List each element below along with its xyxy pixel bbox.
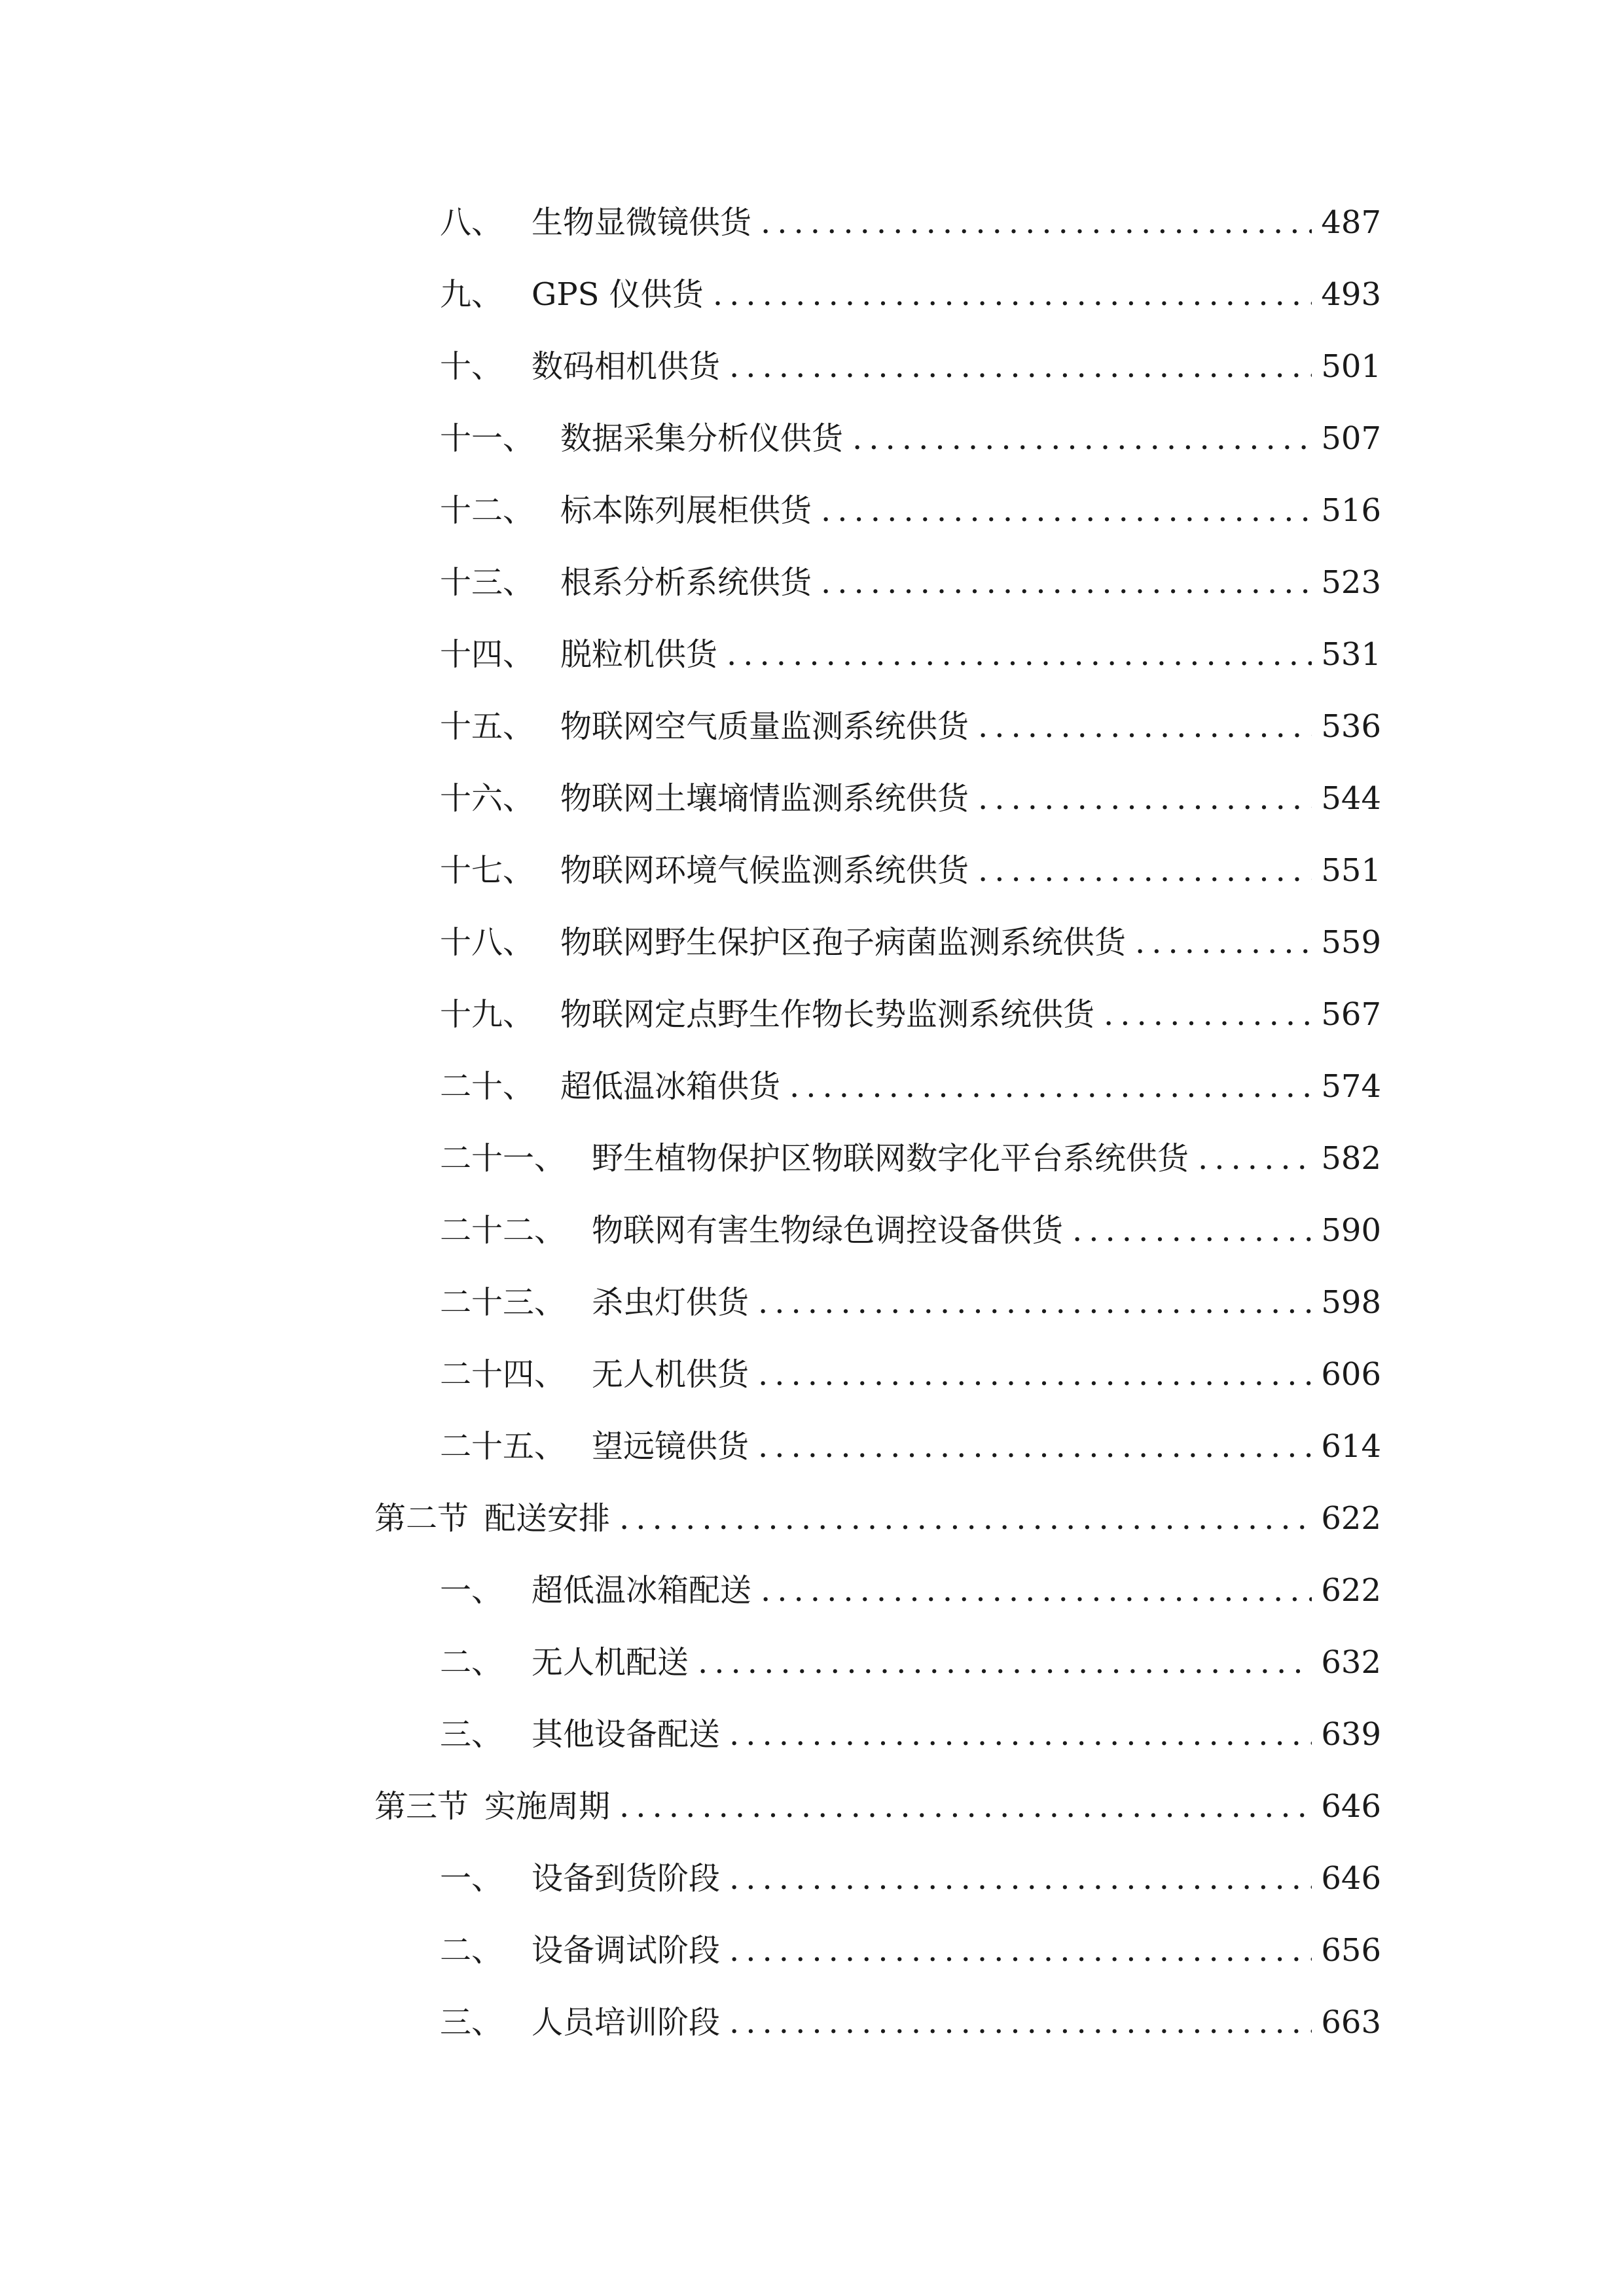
toc-entry[interactable] bbox=[440, 1420, 1381, 1473]
toc-dot-leader bbox=[821, 484, 1312, 537]
toc-entry[interactable] bbox=[440, 1204, 1381, 1257]
toc-entry-number: 十八、 bbox=[440, 924, 535, 961]
toc-dot-leader bbox=[729, 1708, 1312, 1761]
toc-entry-page: 632 bbox=[1321, 1644, 1381, 1681]
toc-entry-number: 二十一、 bbox=[440, 1140, 566, 1177]
toc-entry-title: 数码相机供货 bbox=[532, 348, 721, 385]
toc-entry[interactable] bbox=[440, 1996, 1381, 2049]
toc-entry[interactable] bbox=[440, 556, 1381, 609]
toc-entry-number: 九、 bbox=[440, 276, 503, 313]
toc-entry[interactable] bbox=[440, 772, 1381, 825]
toc-entry-page: 574 bbox=[1321, 1068, 1381, 1105]
toc-entry-number: 二十三、 bbox=[440, 1284, 566, 1321]
toc-entry-number: 二十五、 bbox=[440, 1428, 566, 1465]
toc-entry-number: 二、 bbox=[440, 1932, 503, 1969]
toc-entry[interactable] bbox=[440, 1564, 1381, 1617]
toc-entry-page: 582 bbox=[1321, 1140, 1381, 1177]
toc-dot-leader bbox=[978, 700, 1312, 753]
toc-entry-title: 超低温冰箱供货 bbox=[560, 1068, 781, 1105]
toc-dot-leader bbox=[761, 1564, 1312, 1617]
toc-entry-number: 二十二、 bbox=[440, 1212, 566, 1249]
toc-entry-number: 二十四、 bbox=[440, 1356, 566, 1393]
toc-entry-number: 十四、 bbox=[440, 636, 535, 673]
toc-entry[interactable] bbox=[440, 1132, 1381, 1185]
toc-entry-page: 487 bbox=[1321, 204, 1381, 241]
toc-entry-title: 生物显微镜供货 bbox=[532, 204, 752, 241]
toc-entry-title: 超低温冰箱配送 bbox=[532, 1572, 752, 1609]
toc-entry-title: 物联网定点野生作物长势监测系统供货 bbox=[560, 996, 1095, 1033]
toc-dot-leader bbox=[978, 844, 1312, 897]
toc-entry-title: 物联网空气质量监测系统供货 bbox=[560, 708, 969, 745]
toc-dot-leader bbox=[852, 412, 1312, 465]
toc-dot-leader bbox=[761, 196, 1312, 249]
toc-dot-leader bbox=[1135, 916, 1312, 969]
toc-dot-leader bbox=[758, 1276, 1312, 1329]
toc-entry-number: 十一、 bbox=[440, 420, 535, 457]
toc-entry-page: 656 bbox=[1321, 1932, 1381, 1969]
toc-section-entry[interactable] bbox=[374, 1492, 1381, 1545]
toc-entry[interactable] bbox=[440, 1852, 1381, 1905]
toc-dot-leader bbox=[713, 268, 1312, 321]
toc-entry[interactable] bbox=[440, 844, 1381, 897]
toc-entry-page: 544 bbox=[1321, 780, 1381, 817]
toc-dot-leader bbox=[619, 1780, 1312, 1833]
toc-entry-title: 数据采集分析仪供货 bbox=[560, 420, 844, 457]
toc-entry[interactable] bbox=[440, 1708, 1381, 1761]
toc-entry[interactable] bbox=[440, 1924, 1381, 1977]
toc-entry[interactable] bbox=[440, 916, 1381, 969]
toc-dot-leader bbox=[729, 1852, 1312, 1905]
toc-entry-number: 八、 bbox=[440, 204, 503, 241]
toc-entry-page: 559 bbox=[1321, 924, 1381, 961]
toc-entry[interactable] bbox=[440, 484, 1381, 537]
toc-entry[interactable] bbox=[440, 1276, 1381, 1329]
toc-dot-leader bbox=[821, 556, 1312, 609]
toc-entry[interactable] bbox=[440, 1060, 1381, 1113]
toc-entry-title: 实施周期 bbox=[484, 1788, 611, 1825]
toc-entry-title: 设备到货阶段 bbox=[532, 1860, 721, 1897]
toc-entry-page: 639 bbox=[1321, 1716, 1381, 1753]
toc-entry-page: 622 bbox=[1321, 1572, 1381, 1609]
toc-entry-number: 三、 bbox=[440, 2004, 503, 2041]
toc-entry-page: 646 bbox=[1321, 1860, 1381, 1897]
toc-entry-title: 物联网有害生物绿色调控设备供货 bbox=[592, 1212, 1064, 1249]
toc-entry-title: 物联网环境气候监测系统供货 bbox=[560, 852, 969, 889]
toc-entry[interactable] bbox=[440, 628, 1381, 681]
toc-entry-number: 十六、 bbox=[440, 780, 535, 817]
toc-entry-title: 望远镜供货 bbox=[592, 1428, 749, 1465]
toc-entry-page: 536 bbox=[1321, 708, 1381, 745]
toc-dot-leader bbox=[789, 1060, 1312, 1113]
toc-entry-title: 配送安排 bbox=[484, 1500, 611, 1537]
toc-dot-leader bbox=[698, 1636, 1312, 1689]
toc-entry-title: GPS 仪供货 bbox=[532, 276, 704, 313]
toc-entry-page: 516 bbox=[1321, 492, 1381, 529]
toc-entry-title: 其他设备配送 bbox=[532, 1716, 721, 1753]
toc-entry-number: 十三、 bbox=[440, 564, 535, 601]
toc-entry-page: 501 bbox=[1321, 348, 1381, 385]
toc-entry-page: 523 bbox=[1321, 564, 1381, 601]
toc-entry-title: 脱粒机供货 bbox=[560, 636, 718, 673]
toc-entry-number: 第三节 bbox=[374, 1788, 469, 1825]
toc-entry[interactable] bbox=[440, 700, 1381, 753]
toc-entry-number: 十九、 bbox=[440, 996, 535, 1033]
toc-entry-page: 551 bbox=[1321, 852, 1381, 889]
toc-entry-number: 十七、 bbox=[440, 852, 535, 889]
toc-entry-number: 三、 bbox=[440, 1716, 503, 1753]
toc-entry-number: 二十、 bbox=[440, 1068, 535, 1105]
toc-entry-page: 567 bbox=[1321, 996, 1381, 1033]
toc-entry-page: 590 bbox=[1321, 1212, 1381, 1249]
toc-entry-page: 614 bbox=[1321, 1428, 1381, 1465]
toc-dot-leader bbox=[729, 340, 1312, 393]
toc-dot-leader bbox=[729, 1924, 1312, 1977]
toc-dot-leader bbox=[758, 1348, 1312, 1401]
toc-entry[interactable] bbox=[440, 340, 1381, 393]
toc-entry-title: 设备调试阶段 bbox=[532, 1932, 721, 1969]
toc-dot-leader bbox=[1104, 988, 1312, 1041]
toc-entry-title: 物联网野生保护区孢子病菌监测系统供货 bbox=[560, 924, 1127, 961]
toc-entry-title: 物联网土壤墒情监测系统供货 bbox=[560, 780, 969, 817]
toc-entry-page: 663 bbox=[1321, 2004, 1381, 2041]
toc-entry-number: 一、 bbox=[440, 1860, 503, 1897]
toc-entry-page: 598 bbox=[1321, 1284, 1381, 1321]
toc-entry-page: 507 bbox=[1321, 420, 1381, 457]
toc-entry-page: 606 bbox=[1321, 1356, 1381, 1393]
toc-entry[interactable] bbox=[440, 1348, 1381, 1401]
toc-entry-page: 531 bbox=[1321, 636, 1381, 673]
toc-dot-leader bbox=[619, 1492, 1312, 1545]
toc-entry-number: 十二、 bbox=[440, 492, 535, 529]
toc-entry-number: 二、 bbox=[440, 1644, 503, 1681]
toc-section-entry[interactable] bbox=[374, 1780, 1381, 1833]
toc-dot-leader bbox=[758, 1420, 1312, 1473]
toc-dot-leader bbox=[978, 772, 1312, 825]
toc-dot-leader bbox=[1198, 1132, 1312, 1185]
toc-entry-title: 无人机供货 bbox=[592, 1356, 749, 1393]
toc-entry-title: 根系分析系统供货 bbox=[560, 564, 812, 601]
toc-entry-number: 十、 bbox=[440, 348, 503, 385]
toc-entry[interactable] bbox=[440, 196, 1381, 249]
toc-dot-leader bbox=[727, 628, 1312, 681]
toc-entry-number: 一、 bbox=[440, 1572, 503, 1609]
toc-entry-title: 杀虫灯供货 bbox=[592, 1284, 749, 1321]
toc-dot-leader bbox=[729, 1996, 1312, 2049]
toc-entry-page: 646 bbox=[1321, 1788, 1381, 1825]
toc-entry-title: 人员培训阶段 bbox=[532, 2004, 721, 2041]
toc-entry-title: 标本陈列展柜供货 bbox=[560, 492, 812, 529]
toc-entry[interactable] bbox=[440, 412, 1381, 465]
toc-entry-number: 十五、 bbox=[440, 708, 535, 745]
toc-entry-page: 493 bbox=[1321, 276, 1381, 313]
toc-entry-number: 第二节 bbox=[374, 1500, 469, 1537]
toc-entry-title: 野生植物保护区物联网数字化平台系统供货 bbox=[592, 1140, 1189, 1177]
toc-entry-title: 无人机配送 bbox=[532, 1644, 689, 1681]
toc-dot-leader bbox=[1072, 1204, 1312, 1257]
toc-entry[interactable] bbox=[440, 988, 1381, 1041]
toc-entry-page: 622 bbox=[1321, 1500, 1381, 1537]
toc-entry[interactable] bbox=[440, 1636, 1381, 1689]
toc-entry[interactable] bbox=[440, 268, 1381, 321]
